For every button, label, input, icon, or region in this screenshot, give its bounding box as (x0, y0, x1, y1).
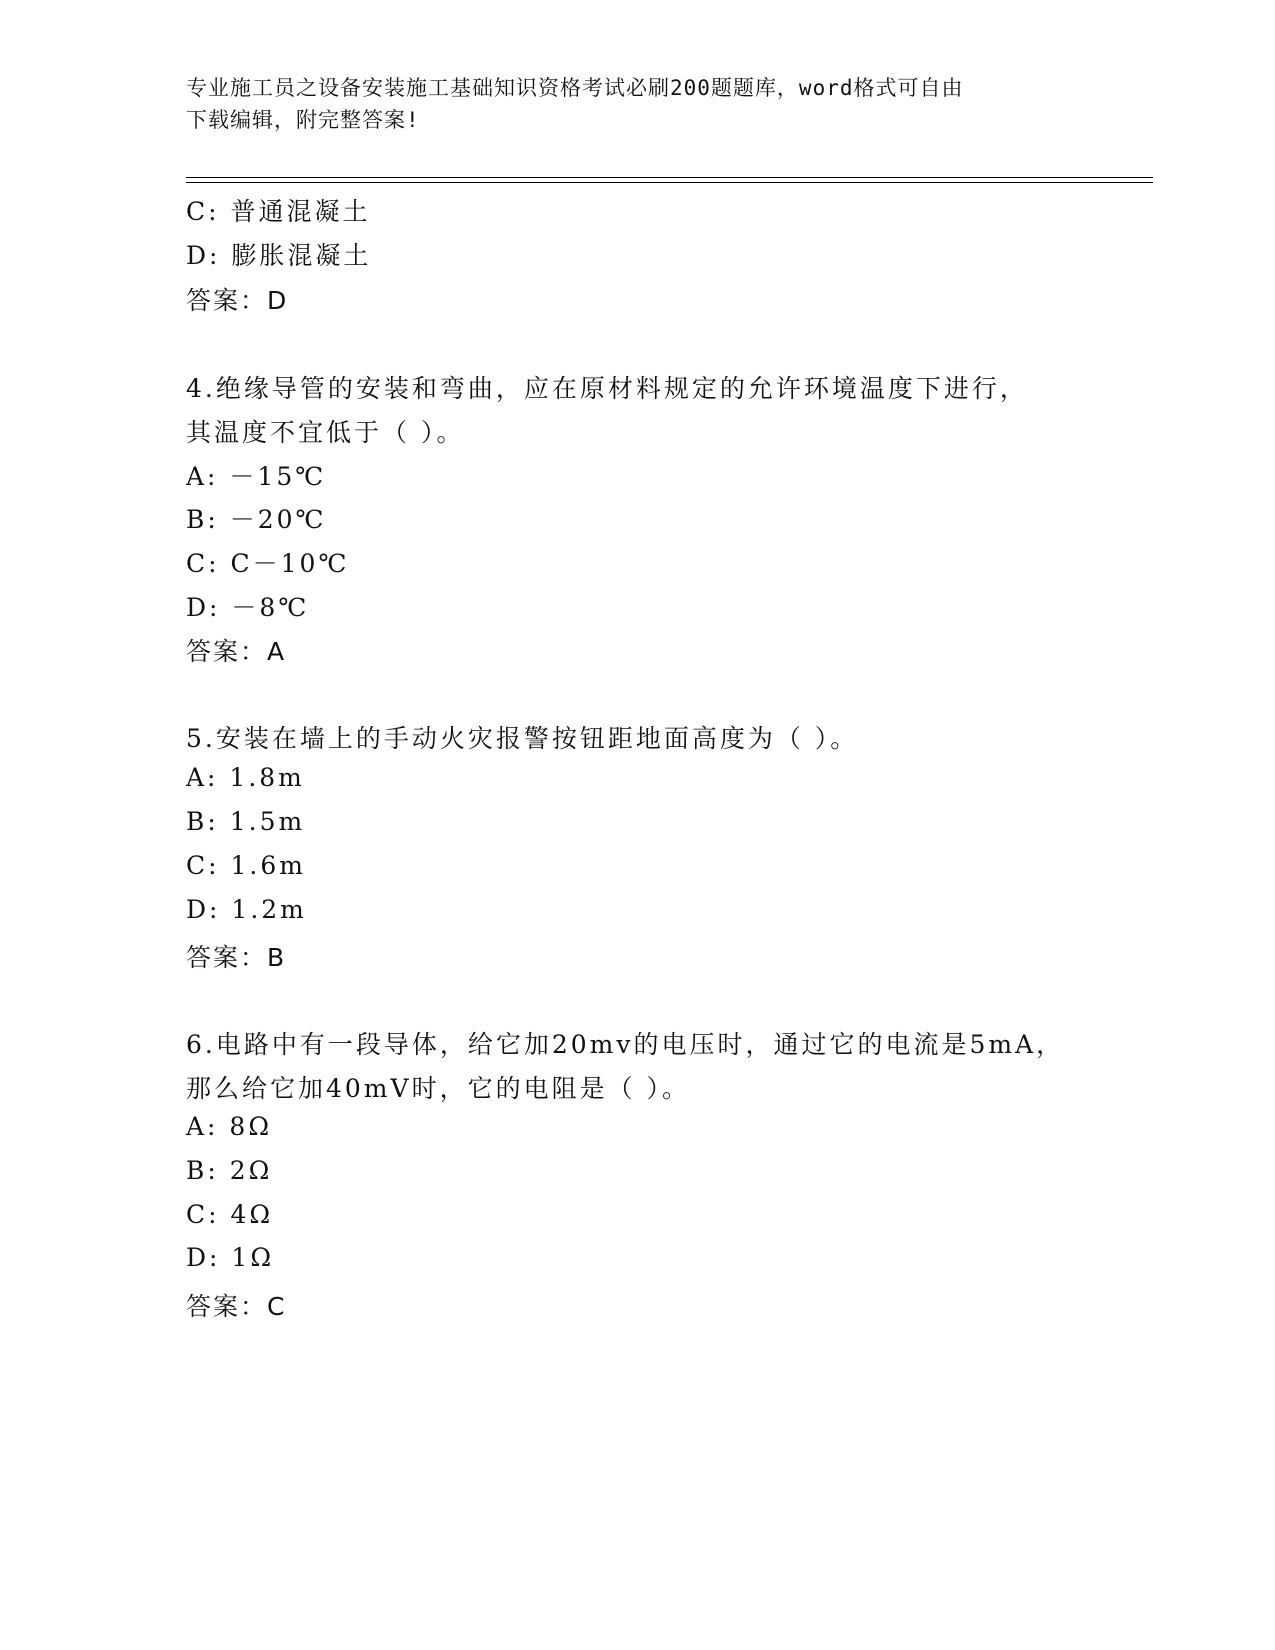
q3-answer: 答案：D (186, 286, 289, 315)
q6-option-b: B: 2Ω (186, 1156, 273, 1185)
q4-option-a: A: －15℃ (186, 462, 327, 491)
q4-stem-line-2: 其温度不宜低于（ ）。 (186, 418, 465, 447)
q5-option-c: C: 1.6m (186, 851, 306, 880)
q5-stem: 5.安装在墙上的手动火灾报警按钮距地面高度为（ ）。 (186, 724, 859, 753)
q4-stem-line-1: 4.绝缘导管的安装和弯曲，应在原材料规定的允许环境温度下进行， (186, 374, 1028, 403)
q6-option-a: A: 8Ω (186, 1112, 273, 1141)
q6-stem-line-2: 那么给它加40mV时，它的电阻是（ ）。 (186, 1074, 691, 1103)
header-title-line-2: 下载编辑，附完整答案! (186, 108, 420, 132)
q6-option-d: D: 1Ω (186, 1243, 275, 1272)
header-title-line-1: 专业施工员之设备安装施工基础知识资格考试必刷200题题库，word格式可自由 (186, 76, 964, 100)
q6-stem-line-1: 6.电路中有一段导体，给它加20mv的电压时，通过它的电流是5mA， (186, 1030, 1065, 1059)
q6-answer: 答案：C (186, 1292, 287, 1321)
q6-option-c: C: 4Ω (186, 1200, 274, 1229)
q5-option-d: D: 1.2m (186, 895, 307, 924)
q4-answer: 答案：A (186, 637, 287, 666)
q3-option-c: C: 普通混凝土 (186, 197, 371, 226)
q4-option-c: C: C－10℃ (186, 549, 350, 578)
header-divider-bottom (186, 182, 1153, 183)
document-header (186, 72, 1066, 136)
header-divider-top (186, 177, 1153, 178)
q5-option-b: B: 1.5m (186, 807, 306, 836)
q5-answer: 答案：B (186, 943, 287, 972)
q3-option-d: D: 膨胀混凝土 (186, 241, 372, 270)
q5-option-a: A: 1.8m (186, 763, 305, 792)
q4-option-b: B: －20℃ (186, 505, 327, 534)
q4-option-d: D: －8℃ (186, 593, 310, 622)
